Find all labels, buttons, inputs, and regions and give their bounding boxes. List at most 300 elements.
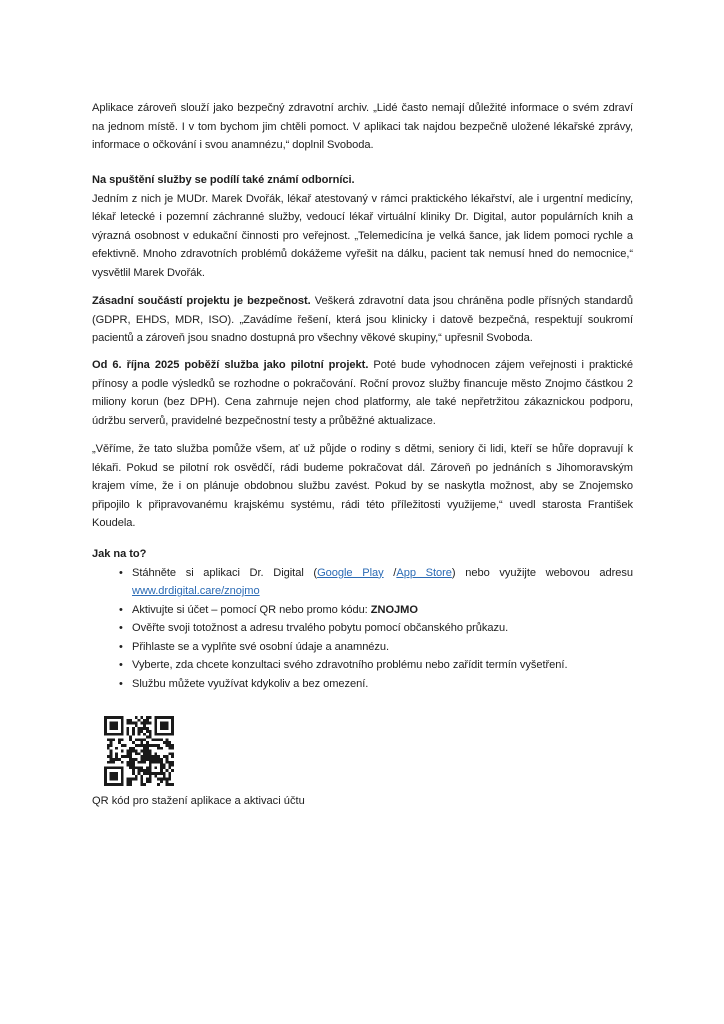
qr-module [168,778,171,781]
list-item [92,638,633,657]
qr-module [115,772,118,775]
qr-module [160,716,163,719]
qr-module [110,738,113,741]
qr-module [140,755,143,758]
qr-module [149,736,152,739]
list-item-text: Aktivujte si účet – pomocí QR nebo promo kódu: [132,603,371,616]
qr-module [126,719,129,722]
qr-module [163,775,166,778]
section-heading: Jak na to? [92,548,147,560]
qr-module [160,738,163,741]
qr-module [110,724,113,727]
qr-module [107,716,110,719]
qr-module [126,752,129,755]
qr-module [154,719,157,722]
qr-module [154,766,157,769]
qr-module [152,761,155,764]
qr-module [129,764,132,767]
qr-module [126,761,129,764]
qr-module [160,769,163,772]
qr-module [129,752,132,755]
qr-module [157,783,160,786]
qr-module [121,733,124,736]
qr-module [135,744,138,747]
qr-module [146,730,149,733]
list-item-text: Stáhněte si aplikaci Dr. Digital ( [132,566,318,579]
qr-module [115,755,118,758]
qr-module [171,755,174,758]
qr-module [140,783,143,786]
qr-module [112,758,115,761]
list-item-text: Ověřte svoji totožnost a adresu trvalého pobytu pomocí občanského průkazu. [132,622,509,634]
qr-module [146,727,149,730]
qr-module [132,764,135,767]
qr-module [110,733,113,736]
qr-module [154,716,157,719]
qr-module [121,761,124,764]
qr-module [129,750,132,753]
howto-section [92,545,633,693]
paragraph-text: Veškerá zdravotní data jsou chráněna podle přísných standardů (GDPR, EHDS, MDR, ISO). „Zavádíme řešení, která jsou klinicky i datově bezpečná, respektují soukromí pacientů a zároveň jsou snadno dostupná pro všechny věkové skupiny,“ upřesnil Svoboda. [92,295,633,344]
qr-module [118,738,121,741]
list-item [92,564,633,601]
qr-module [132,761,135,764]
list-item-text: / [383,566,397,579]
qr-module [132,750,135,753]
qr-module [149,766,152,769]
qr-module [115,716,118,719]
qr-module [115,758,118,761]
qr-module [138,761,141,764]
qr-module [149,755,152,758]
qr-module [110,783,113,786]
qr-module [160,747,163,750]
qr-module [121,724,124,727]
qr-module [168,733,171,736]
qr-module [112,772,115,775]
paragraph-quote-mayor [92,440,633,533]
qr-module [138,766,141,769]
qr-module [171,722,174,725]
qr-module [121,727,124,730]
qr-module [166,761,169,764]
qr-module [163,772,166,775]
qr-module [132,747,135,750]
qr-module [129,780,132,783]
qr-module [140,741,143,744]
qr-module [149,769,152,772]
qr-module [143,761,146,764]
qr-module [132,727,135,730]
qr-module [166,744,169,747]
qr-module [171,747,174,750]
qr-module [154,733,157,736]
paragraph-text: Jedním z nich je MUDr. Marek Dvořák, lékař atestovaný v rámci praktického lékařství, ale i urgentní medicíny, lékař letecké i pozemní záchranné služby, vedoucí lékař virtuální kliniky Dr. Digital, autor populárních knih a výrazná osobnost v edukační činnosti pro veřejnost. „Telemedicína je velká šance, jak lidem pomoci rychle a efektivně. Mnoho zdravotních problémů dokážeme vyřešit na dálku, pacient tak nemusí hned do nemocnice,“ vysvětlil Marek Dvořák. [92,192,633,279]
qr-module [146,752,149,755]
qr-module [126,750,129,753]
qr-module [154,744,157,747]
promo-code: ZNOJMO [370,603,418,616]
qr-module [129,766,132,769]
qr-module [104,783,107,786]
qr-module [115,775,118,778]
qr-module [129,783,132,786]
qr-module [146,772,149,775]
qr-module [115,724,118,727]
qr-module [107,747,110,750]
qr-module [163,755,166,758]
qr-module [168,761,171,764]
list-item-text: Vyberte, zda chcete konzultaci svého zdravotního problému nebo zařídit termín vyšetření. [132,659,568,671]
qr-module [157,758,160,761]
qr-module [146,747,149,750]
qr-module [152,744,155,747]
qr-module [129,722,132,725]
qr-module [149,764,152,767]
qr-module [121,766,124,769]
qr-module [163,722,166,725]
qr-module [121,738,124,741]
qr-module [143,752,146,755]
qr-module [152,758,155,761]
qr-module [160,758,163,761]
google-play-link[interactable]: Google Play [317,566,384,579]
qr-module [118,733,121,736]
qr-module [121,783,124,786]
qr-module [126,722,129,725]
qr-module [107,733,110,736]
qr-module [157,738,160,741]
qr-module [157,755,160,758]
qr-module [132,758,135,761]
qr-module [143,769,146,772]
qr-caption: QR kód pro stažení aplikace a aktivaci účtu [92,795,305,807]
qr-module [149,730,152,733]
qr-module [149,744,152,747]
paragraph-text: Aplikace zároveň slouží jako bezpečný zdravotní archiv. „Lidé často nemají důležité informace o svém zdraví na jednom místě. I v tom bychom jim chtěli pomoct. V aplikaci tak najdou bezpečně uložené lékařské zprávy, informace o očkování i svou anamnézu,“ doplnil Svoboda. [92,102,633,151]
qr-module [112,733,115,736]
qr-module [115,727,118,730]
qr-module [171,783,174,786]
list-item-text: Přihlaste se a vyplňte své osobní údaje a anamnézu. [132,640,390,653]
qr-module [166,778,169,781]
qr-module [171,752,174,755]
qr-module [126,755,129,758]
qr-module [126,730,129,733]
qr-module [104,775,107,778]
qr-module [140,758,143,761]
qr-module [149,778,152,781]
qr-module [126,727,129,730]
qr-module [135,738,138,741]
qr-module [146,769,149,772]
qr-module [149,716,152,719]
qr-module [115,722,118,725]
qr-module [146,744,149,747]
qr-module [160,722,163,725]
qr-module [132,766,135,769]
qr-module [163,741,166,744]
qr-module [143,747,146,750]
qr-module [143,772,146,775]
qr-module [110,761,113,764]
qr-module [129,738,132,741]
qr-module [154,730,157,733]
qr-module [118,741,121,744]
qr-module [140,750,143,753]
qr-module [138,727,141,730]
qr-module [126,783,129,786]
qr-module [135,750,138,753]
list-item [92,601,633,620]
qr-module [121,775,124,778]
qr-module [138,752,141,755]
qr-module [121,750,124,753]
qr-module [171,724,174,727]
qr-module [166,741,169,744]
qr-module [129,758,132,761]
qr-module [110,722,113,725]
qr-module [143,783,146,786]
qr-module [107,744,110,747]
qr-module [157,761,160,764]
qr-module [129,778,132,781]
qr-module [132,778,135,781]
qr-module [135,778,138,781]
qr-module [166,780,169,783]
qr-module [168,744,171,747]
qr-module [171,727,174,730]
qr-module [154,761,157,764]
paragraph-text: „Věříme, že tato služba pomůže všem, ať už půjde o rodiny s dětmi, seniory či lidi, kteří se hůře dopravují k lékaři. Pokud se pilotní rok osvědčí, rádi budeme pokračovat dál. Zároveň po jednáních s Jihomoravským krajem víme, že i on plánuje obdobnou službu zavést. Pokud by se naskytla možnost, aby se Znojemsko připojilo k připravovanému krajskému systému, rádi této příležitosti využijeme,“ uvedl starosta František Koudela. [92,443,633,529]
qr-module [104,780,107,783]
qr-module [121,744,124,747]
qr-module [160,766,163,769]
web-address-link[interactable]: www.drdigital.care/znojmo [132,585,260,597]
qr-module [129,761,132,764]
list-item-text: Službu můžete využívat kdykoliv a bez omezení. [132,677,369,690]
howto-list [92,564,633,694]
qr-module [132,769,135,772]
qr-module [154,775,157,778]
qr-module [154,727,157,730]
qr-module [143,733,146,736]
qr-module [129,747,132,750]
qr-module [104,769,107,772]
qr-module [146,741,149,744]
qr-module [132,772,135,775]
qr-module [118,758,121,761]
qr-module [121,755,124,758]
qr-module [104,722,107,725]
qr-module [140,761,143,764]
qr-module [115,752,118,755]
qr-module [110,750,113,753]
qr-module [110,716,113,719]
qr-module [126,778,129,781]
qr-module [110,772,113,775]
qr-module [112,722,115,725]
qr-module [135,724,138,727]
qr-module [157,778,160,781]
qr-module [160,724,163,727]
qr-module [157,744,160,747]
qr-module [121,719,124,722]
qr-module [160,772,163,775]
qr-module [143,758,146,761]
qr-module [143,744,146,747]
qr-module [129,755,132,758]
qr-module [112,716,115,719]
qr-module [132,730,135,733]
qr-module [110,775,113,778]
qr-module [118,783,121,786]
qr-module [154,758,157,761]
qr-module [112,724,115,727]
qr-module [124,744,127,747]
qr-module [149,752,152,755]
qr-module [168,775,171,778]
qr-module [154,755,157,758]
qr-module [168,741,171,744]
qr-module [160,764,163,767]
qr-module [160,733,163,736]
app-store-link[interactable]: App Store [396,566,452,579]
qr-module [107,766,110,769]
qr-module [149,780,152,783]
qr-module [160,778,163,781]
qr-module [157,747,160,750]
qr-module [143,719,146,722]
qr-module [112,766,115,769]
qr-module [135,722,138,725]
list-item [92,675,633,694]
qr-module [168,747,171,750]
qr-module [110,752,113,755]
qr-module [152,738,155,741]
qr-module [104,719,107,722]
paragraph-security [92,292,633,348]
qr-module [168,772,171,775]
qr-module [140,727,143,730]
qr-module [143,722,146,725]
qr-module [166,738,169,741]
qr-module [166,755,169,758]
qr-module [104,778,107,781]
list-item [92,619,633,638]
qr-module [171,716,174,719]
qr-module [104,727,107,730]
qr-module [171,730,174,733]
qr-module [110,766,113,769]
qr-module [168,766,171,769]
qr-module [135,766,138,769]
paragraph-experts [92,171,633,282]
qr-module [118,766,121,769]
qr-module [115,778,118,781]
qr-module [135,716,138,719]
qr-module [163,764,166,767]
qr-module [149,722,152,725]
qr-module [166,733,169,736]
qr-module [129,736,132,739]
qr-module [107,738,110,741]
qr-module [138,733,141,736]
qr-module [115,733,118,736]
qr-module [168,783,171,786]
qr-module [146,778,149,781]
qr-module [143,724,146,727]
qr-module [171,769,174,772]
qr-module [146,736,149,739]
qr-module [149,733,152,736]
qr-module [163,766,166,769]
qr-module [138,772,141,775]
qr-module [171,719,174,722]
qr-module [135,775,138,778]
qr-module [149,758,152,761]
qr-module [140,775,143,778]
qr-module [126,780,129,783]
qr-module [171,761,174,764]
qr-module [107,783,110,786]
qr-module [154,752,157,755]
qr-module [132,741,135,744]
qr-module [146,758,149,761]
qr-module [138,744,141,747]
qr-module [115,747,118,750]
qr-module [168,764,171,767]
qr-module [149,772,152,775]
qr-module [143,727,146,730]
qr-module [112,761,115,764]
qr-module [163,733,166,736]
qr-module [166,716,169,719]
qr-module [171,733,174,736]
qr-module [160,780,163,783]
qr-module [149,761,152,764]
qr-module [166,722,169,725]
paragraph-lead: Od 6. října 2025 poběží služba jako pilotní projekt. [92,359,369,371]
qr-module [107,755,110,758]
qr-module [110,755,113,758]
qr-module [121,769,124,772]
qr-module [112,775,115,778]
paragraph-pilot [92,356,633,430]
qr-module [104,766,107,769]
qr-module [157,716,160,719]
qr-module [140,780,143,783]
qr-module [121,722,124,725]
qr-module [104,733,107,736]
qr-module [104,772,107,775]
qr-module [163,724,166,727]
qr-module [152,755,155,758]
qr-module [149,775,152,778]
qr-module [154,724,157,727]
qr-module [146,766,149,769]
qr-module [121,730,124,733]
qr-module [138,719,141,722]
qr-module [126,733,129,736]
qr-module [143,750,146,753]
qr-module [126,764,129,767]
qr-module [121,780,124,783]
qr-module [163,778,166,781]
section-heading: Na spuštění služby se podílí také známí odborníci. [92,174,355,186]
qr-module [149,750,152,753]
list-item [92,656,633,675]
